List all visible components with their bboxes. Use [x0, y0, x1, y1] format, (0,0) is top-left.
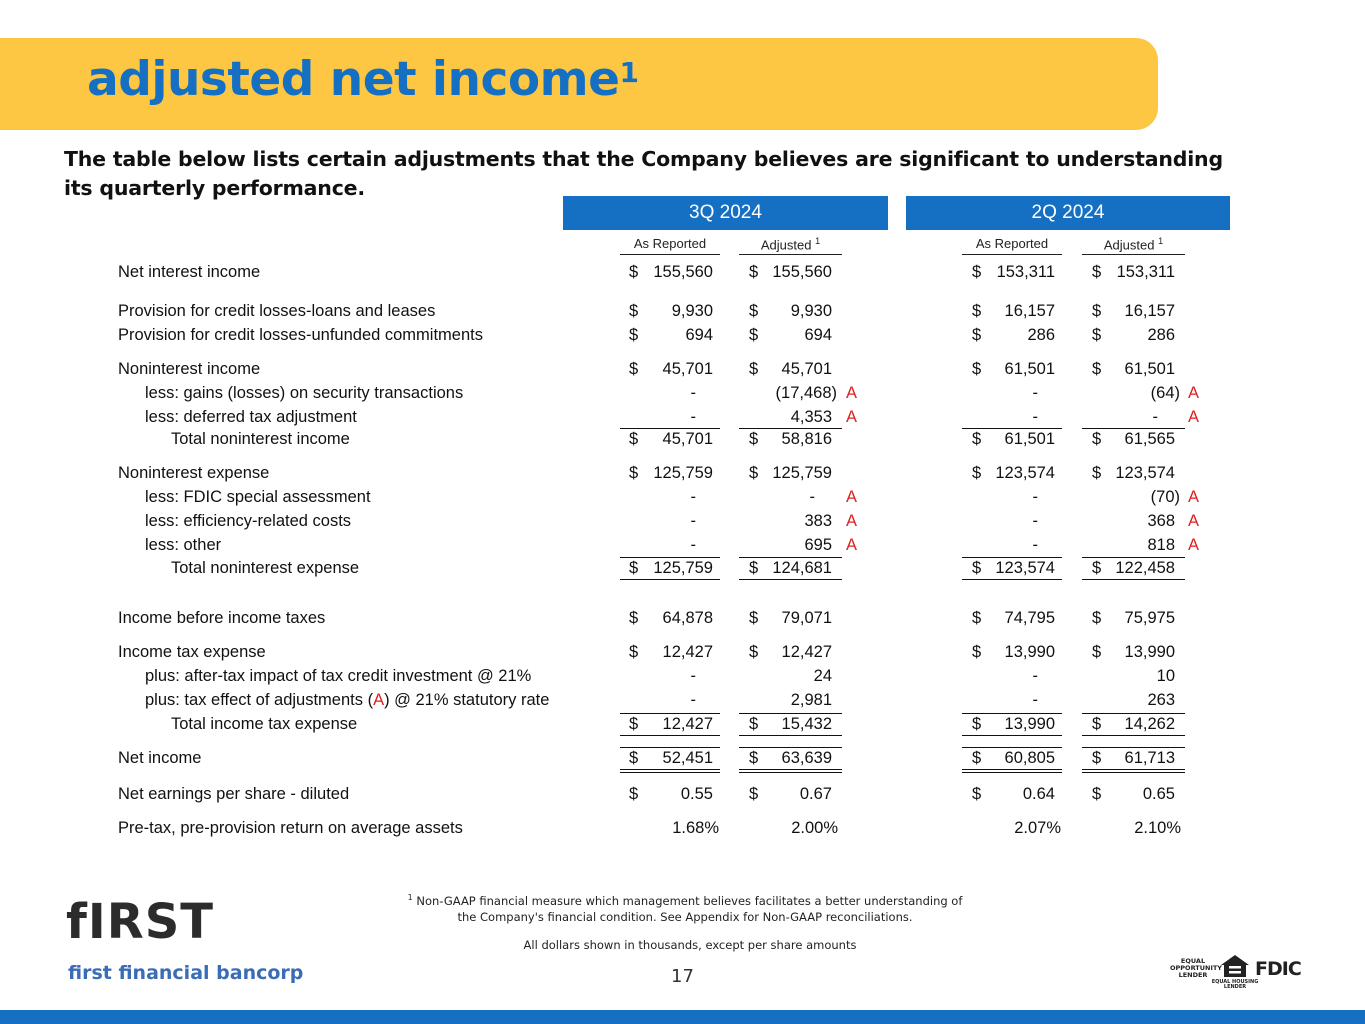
period-header-1: 2Q 2024 [906, 196, 1230, 230]
rule-double [962, 769, 1062, 770]
rule-bottom [739, 579, 842, 580]
svg-text:LENDER: LENDER [1223, 984, 1247, 990]
footnote: $^1$ Non-GAAP financial measure which management believes facilitates a better understanding of the Company's financial condition. See Appendix for Non-GAAP reconciliations. [407, 893, 963, 924]
dollar-sign: $ [749, 715, 759, 733]
value-cell: 2,981 [790, 691, 832, 709]
dollar-sign: $ [629, 360, 639, 378]
period-header-0: 3Q 2024 [563, 196, 888, 230]
dollar-sign: $ [749, 302, 759, 320]
value-cell: 60,805 [1004, 749, 1055, 767]
dollar-sign: $ [972, 263, 982, 281]
value-cell: 123,574 [995, 464, 1055, 482]
value-cell: - [690, 384, 696, 402]
dollar-sign: $ [972, 326, 982, 344]
dollar-sign: $ [972, 785, 982, 803]
value-cell: 1.68% [672, 819, 719, 837]
adjustment-marker: A [846, 384, 858, 402]
col-rule [962, 254, 1062, 255]
value-cell: - [690, 512, 696, 530]
rule-bottom [962, 735, 1062, 736]
dollar-sign: $ [749, 464, 759, 482]
dollar-sign: $ [629, 302, 639, 320]
value-cell: 695 [804, 536, 832, 554]
row-label: less: other [145, 536, 222, 554]
intro-text: The table below lists certain adjustments that the Company believes are significant to understanding its quarterly performance. [64, 147, 1223, 200]
rule-bottom [1082, 579, 1185, 580]
company-logo-text: first financial bancorp [68, 962, 304, 984]
dollar-sign: $ [1092, 559, 1102, 577]
dollar-sign: $ [749, 360, 759, 378]
value-cell: 155,560 [653, 263, 713, 281]
value-cell: 12,427 [781, 643, 832, 661]
value-cell: 694 [804, 326, 832, 344]
dollar-sign: $ [749, 263, 759, 281]
adjustment-marker: A [846, 512, 858, 530]
dollar-sign: $ [629, 643, 639, 661]
row-label: Income tax expense [118, 643, 266, 661]
rule-double [1082, 769, 1185, 770]
value-cell: (70) [1150, 488, 1180, 506]
dollar-sign: $ [1092, 263, 1102, 281]
value-cell: 13,990 [1124, 643, 1175, 661]
row-label: Pre-tax, pre-provision return on average assets [118, 819, 463, 837]
value-cell: 368 [1147, 512, 1175, 530]
row-label: Noninterest income [118, 360, 261, 378]
value-cell: 61,501 [1124, 360, 1175, 378]
rule-double [1082, 772, 1185, 773]
dollar-sign: $ [629, 715, 639, 733]
value-cell: 122,458 [1115, 559, 1175, 577]
value-cell: - [1032, 512, 1038, 530]
value-cell: 2.10% [1134, 819, 1181, 837]
value-cell: - [1032, 691, 1038, 709]
value-cell: - [690, 691, 696, 709]
value-cell: - [1032, 667, 1038, 685]
adjustment-marker: A [846, 488, 858, 506]
value-cell: 155,560 [772, 263, 832, 281]
row-label: Total income tax expense [171, 715, 358, 733]
value-cell: 45,701 [662, 430, 713, 448]
value-cell: 0.65 [1142, 785, 1175, 803]
row-label: Net interest income [118, 263, 261, 281]
dollar-sign: $ [749, 430, 759, 448]
dollar-sign: $ [1092, 609, 1102, 627]
col-rule [1082, 254, 1185, 255]
row-label: Total noninterest income [171, 430, 350, 448]
rule-double [620, 769, 720, 770]
dollar-sign: $ [749, 749, 759, 767]
dollar-sign: $ [629, 464, 639, 482]
dollar-sign: $ [1092, 302, 1102, 320]
value-cell: 12,427 [662, 643, 713, 661]
value-cell: - [690, 488, 696, 506]
rule-bottom [962, 579, 1062, 580]
company-logo-mark: fIRST [66, 894, 215, 950]
dollar-sign: $ [972, 464, 982, 482]
value-cell: - [690, 408, 696, 426]
row-label: plus: tax effect of adjustments (A) @ 21% statutory rate [145, 691, 550, 709]
value-cell: 125,759 [653, 559, 713, 577]
value-cell: 52,451 [662, 749, 713, 767]
equal-opportunity-lender-badge: EQUAL OPPORTUNITY LENDER [1170, 957, 1223, 979]
col-rule [620, 254, 720, 255]
dollar-sign: $ [1092, 430, 1102, 448]
value-cell: 16,157 [1124, 302, 1175, 320]
value-cell: (17,468) [775, 384, 837, 402]
value-cell: 61,713 [1124, 749, 1175, 767]
value-cell: 15,432 [781, 715, 832, 733]
equal-housing-lender-icon [1211, 953, 1259, 990]
value-cell: 9,930 [671, 302, 713, 320]
value-cell: 10 [1156, 667, 1175, 685]
rule-double [620, 772, 720, 773]
row-label: less: deferred tax adjustment [145, 408, 357, 426]
dollar-sign: $ [1092, 749, 1102, 767]
value-cell: 45,701 [781, 360, 832, 378]
dollar-sign: $ [749, 785, 759, 803]
row-label: less: efficiency-related costs [145, 512, 352, 530]
row-label: Total noninterest expense [171, 559, 360, 577]
value-cell: 61,565 [1124, 430, 1175, 448]
value-cell: 79,071 [781, 609, 832, 627]
dollar-sign: $ [629, 430, 639, 448]
value-cell: 286 [1147, 326, 1175, 344]
value-cell: 125,759 [772, 464, 832, 482]
rule-top [1082, 557, 1185, 558]
value-cell: 61,501 [1004, 430, 1055, 448]
dollar-sign: $ [972, 559, 982, 577]
adjustment-marker: A [1188, 408, 1200, 426]
value-cell: 153,311 [1116, 263, 1175, 281]
value-cell: - [1032, 384, 1038, 402]
fdic-logo: FDIC [1255, 958, 1301, 980]
value-cell: 12,427 [662, 715, 713, 733]
value-cell: 58,816 [781, 430, 832, 448]
value-cell: 0.64 [1022, 785, 1055, 803]
units-note: All dollars shown in thousands, except per share amounts [523, 938, 857, 952]
value-cell: - [809, 488, 815, 506]
dollar-sign: $ [972, 715, 982, 733]
value-cell: 2.00% [791, 819, 838, 837]
rule-top [1082, 428, 1185, 429]
dollar-sign: $ [749, 643, 759, 661]
value-cell: 4,353 [790, 408, 832, 426]
value-cell: 2.07% [1014, 819, 1061, 837]
svg-text:EQUAL HOUSING: EQUAL HOUSING [1211, 979, 1259, 985]
value-cell: 45,701 [662, 360, 713, 378]
value-cell: 13,990 [1004, 643, 1055, 661]
rule-bottom [739, 735, 842, 736]
col-as-reported-1: As Reported [975, 236, 1049, 251]
row-label: Income before income taxes [118, 609, 326, 627]
dollar-sign: $ [629, 263, 639, 281]
adjustment-marker: A [1188, 384, 1200, 402]
rule-double [739, 769, 842, 770]
value-cell: - [690, 536, 696, 554]
dollar-sign: $ [972, 749, 982, 767]
value-cell: 24 [813, 667, 832, 685]
value-cell: 9,930 [790, 302, 832, 320]
dollar-sign: $ [629, 749, 639, 767]
row-label: Provision for credit losses-unfunded commitments [118, 326, 483, 344]
value-cell: 75,975 [1124, 609, 1175, 627]
dollar-sign: $ [972, 302, 982, 320]
adjustment-marker: A [1188, 488, 1200, 506]
dollar-sign: $ [972, 609, 982, 627]
value-cell: 16,157 [1004, 302, 1055, 320]
value-cell: 124,681 [772, 559, 832, 577]
value-cell: 125,759 [653, 464, 713, 482]
col-adjusted-0: Adjusted $^1$ [760, 236, 821, 253]
col-adjusted-1: Adjusted $^1$ [1103, 236, 1164, 253]
adjustment-marker: A [846, 536, 858, 554]
row-label: plus: after-tax impact of tax credit investment @ 21% [145, 667, 532, 685]
dollar-sign: $ [749, 559, 759, 577]
value-cell: 61,501 [1004, 360, 1055, 378]
value-cell: 818 [1147, 536, 1175, 554]
dollar-sign: $ [1092, 785, 1102, 803]
dollar-sign: $ [1092, 715, 1102, 733]
adjustment-marker: A [1188, 536, 1200, 554]
value-cell: 74,795 [1004, 609, 1055, 627]
dollar-sign: $ [1092, 643, 1102, 661]
dollar-sign: $ [629, 559, 639, 577]
dollar-sign: $ [1092, 464, 1102, 482]
row-label: less: FDIC special assessment [145, 488, 371, 506]
value-cell: 383 [804, 512, 832, 530]
rule-top [1082, 747, 1185, 748]
value-cell: - [1032, 536, 1038, 554]
rule-top [1082, 713, 1185, 714]
dollar-sign: $ [1092, 360, 1102, 378]
col-rule [739, 254, 842, 255]
dollar-sign: $ [749, 326, 759, 344]
rule-bottom [620, 579, 720, 580]
value-cell: 14,262 [1124, 715, 1175, 733]
row-label: less: gains (losses) on security transactions [145, 384, 464, 402]
value-cell: 286 [1027, 326, 1055, 344]
row-label: Noninterest expense [118, 464, 270, 482]
bottom-bar [0, 1010, 1365, 1024]
row-label: Provision for credit losses-loans and leases [118, 302, 436, 320]
page-title: adjusted net income$^1$ [87, 52, 639, 107]
value-cell: 64,878 [662, 609, 713, 627]
value-cell: - [1032, 408, 1038, 426]
value-cell: 123,574 [1115, 464, 1175, 482]
adjustment-marker: A [1188, 512, 1200, 530]
rule-bottom [1082, 735, 1185, 736]
value-cell: 0.67 [799, 785, 832, 803]
dollar-sign: $ [749, 609, 759, 627]
row-label: Net income [118, 749, 202, 767]
value-cell: 123,574 [995, 559, 1055, 577]
dollar-sign: $ [1092, 326, 1102, 344]
value-cell: 13,990 [1004, 715, 1055, 733]
dollar-sign: $ [972, 430, 982, 448]
value-cell: - [1032, 488, 1038, 506]
value-cell: 0.55 [680, 785, 713, 803]
page-number: 17 [671, 966, 694, 987]
col-as-reported-0: As Reported [633, 236, 707, 251]
dollar-sign: $ [629, 609, 639, 627]
value-cell: 63,639 [781, 749, 832, 767]
dollar-sign: $ [629, 326, 639, 344]
rule-double [739, 772, 842, 773]
dollar-sign: $ [972, 643, 982, 661]
value-cell: (64) [1150, 384, 1180, 402]
value-cell: 694 [685, 326, 713, 344]
rule-double [962, 772, 1062, 773]
row-label: Net earnings per share - diluted [118, 785, 350, 803]
rule-bottom [620, 735, 720, 736]
value-cell: 263 [1147, 691, 1175, 709]
value-cell: 153,311 [996, 263, 1055, 281]
dollar-sign: $ [629, 785, 639, 803]
value-cell: - [690, 667, 696, 685]
adjustment-marker: A [846, 408, 858, 426]
value-cell: - [1152, 408, 1158, 426]
dollar-sign: $ [972, 360, 982, 378]
